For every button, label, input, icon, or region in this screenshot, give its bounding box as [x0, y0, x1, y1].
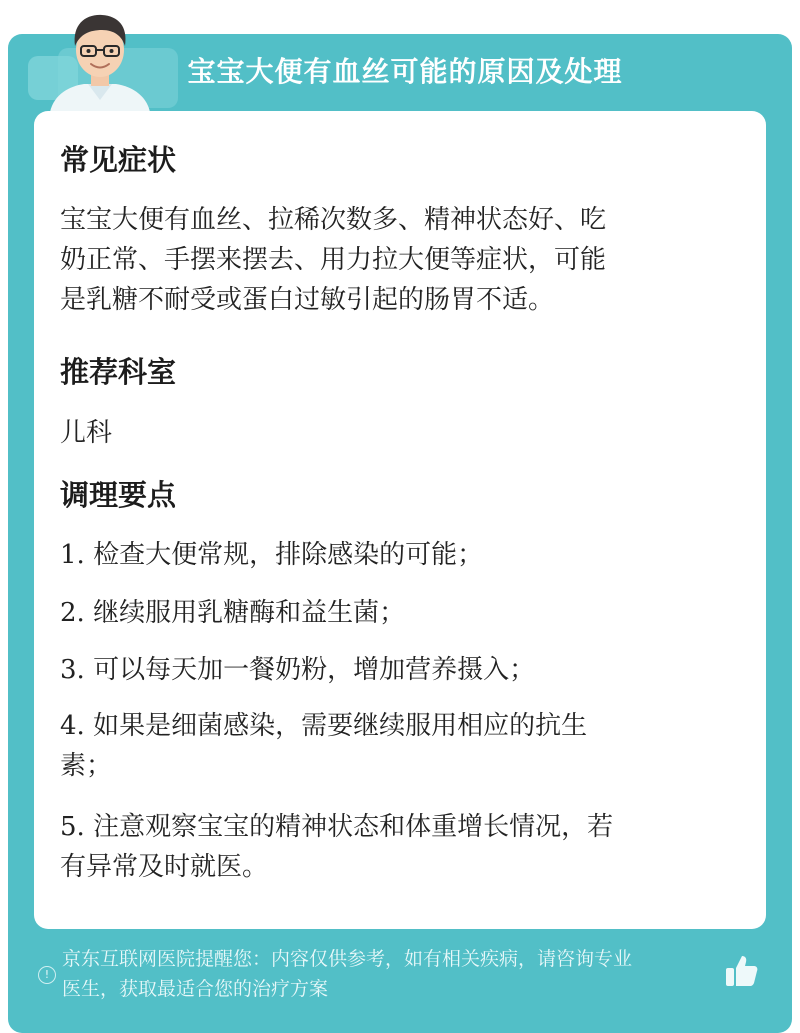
list-text: 有异常及时就医。: [60, 852, 269, 882]
symptoms-line: 是乳糖不耐受或蛋白过敏引起的肠胃不适。: [60, 285, 555, 315]
list-number: 1.: [60, 540, 85, 570]
symptoms-line: 奶正常、手摆来摆去、用力拉大便等症状，可能: [60, 245, 607, 275]
symptoms-heading: 常见症状: [60, 143, 177, 177]
department-heading: 推荐科室: [60, 355, 177, 389]
list-item: [60, 593, 740, 633]
list-item: [60, 706, 740, 786]
list-text: 如果是细菌感染，需要继续服用相应的抗生: [93, 711, 588, 741]
list-number: 4.: [60, 711, 85, 741]
care-heading: 调理要点: [60, 478, 177, 512]
list-text: 检查大便常规，排除感染的可能；: [93, 540, 484, 570]
list-number: 3.: [60, 655, 85, 685]
info-icon: !: [38, 966, 56, 984]
list-text: 可以每天加一餐奶粉，增加营养摄入；: [93, 655, 536, 685]
list-item: [60, 650, 740, 690]
list-number: 5.: [60, 812, 85, 842]
symptoms-text: [60, 200, 740, 320]
disclaimer: [62, 944, 730, 1004]
disclaimer-line: 医生，获取最适合您的治疗方案: [62, 978, 329, 1000]
list-item: [60, 807, 740, 887]
list-text: 继续服用乳糖酶和益生菌；: [93, 598, 406, 628]
list-item: [60, 535, 740, 575]
thumbs-up-icon[interactable]: [722, 952, 760, 990]
info-card: [34, 111, 766, 929]
department-text: 儿科: [60, 418, 113, 448]
disclaimer-line: 京东互联网医院提醒您：内容仅供参考，如有相关疾病，请咨询专业: [62, 948, 633, 970]
list-number: 2.: [60, 598, 85, 628]
page-title: 宝宝大便有血丝可能的原因及处理: [187, 55, 623, 88]
list-text: 注意观察宝宝的精神状态和体重增长情况，若: [93, 812, 614, 842]
list-text: 素；: [60, 751, 113, 781]
symptoms-line: 宝宝大便有血丝、拉稀次数多、精神状态好、吃: [60, 205, 607, 235]
